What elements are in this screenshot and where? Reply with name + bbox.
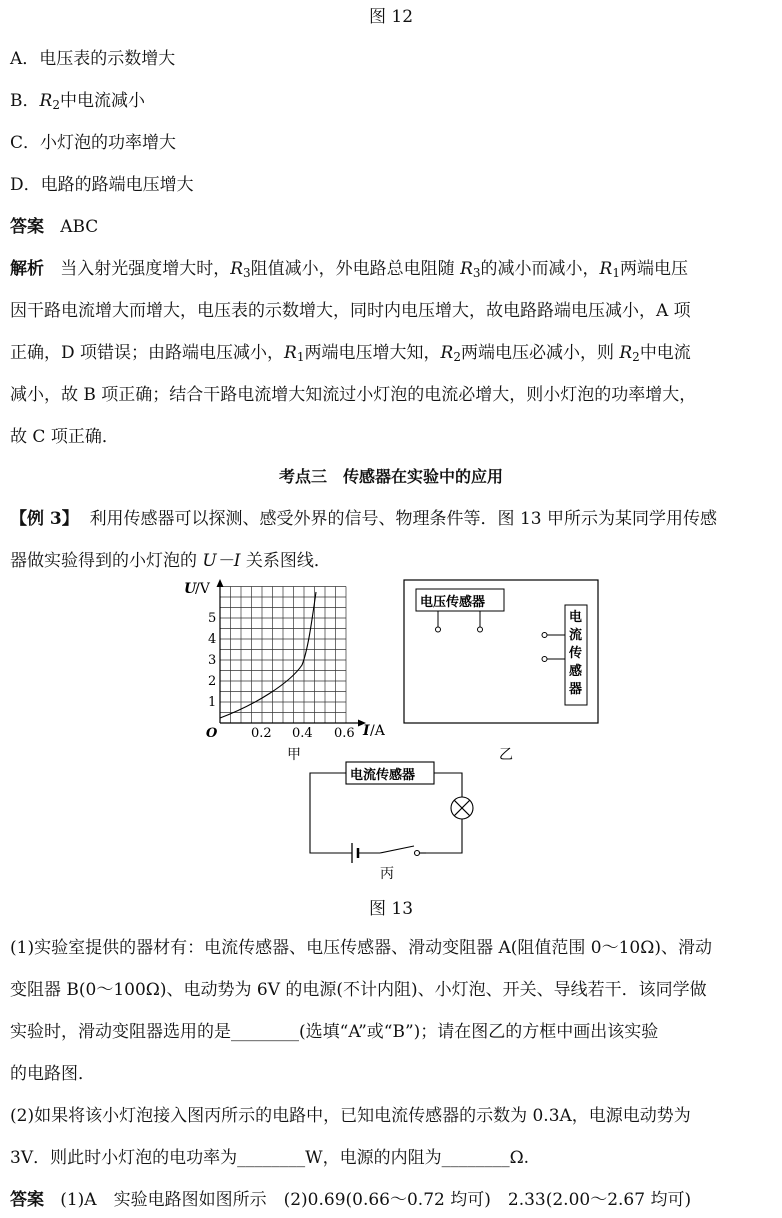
analysis-text: 正确，D 项错误；由路端电压减小， (10, 343, 285, 363)
analysis-text: 阻值减小，外电路总电阻随 (250, 259, 455, 279)
y-axis-arrow (217, 579, 224, 587)
ui-curve (220, 592, 316, 718)
y-axis-label-unit: /V (195, 581, 210, 597)
var-sub: 3 (472, 266, 481, 280)
current-terminal-bottom (542, 657, 547, 662)
analysis-line-5: 故 C 项正确． (10, 427, 119, 447)
var-r: R (440, 343, 454, 363)
switch-contact (415, 851, 420, 856)
cs-vertical-char-2: 流 (569, 628, 583, 643)
y-axis-label-var: U (184, 581, 197, 597)
analysis-text: 当入射光强度增大时， (60, 259, 231, 279)
switch-blade (380, 846, 414, 853)
cs-vertical-char-4: 感 (569, 664, 583, 679)
q1-line-3: 实验时，滑动变阻器选用的是________(选填“A”或“B”)；请在图乙的方框中画出该实验 (10, 1022, 659, 1042)
var-r: R (230, 259, 244, 279)
current-terminal-top (542, 633, 547, 638)
x-tick-0-2: 0.2 (251, 726, 272, 741)
option-b-var: R (39, 91, 53, 111)
example-text: 器做实验得到的小灯泡的 (10, 551, 203, 571)
figure-13-caption: 图 13 (368, 899, 414, 919)
figure-12-caption: 图 12 (368, 7, 414, 27)
y-tick-4: 4 (208, 632, 217, 647)
analysis-line-3 (10, 342, 691, 368)
cs-vertical-char-3: 传 (569, 646, 583, 661)
section-title: 考点三 传感器在实验中的应用 (278, 467, 503, 486)
var-r: R (460, 259, 473, 279)
analysis-line-2: 因干路电流增大而增大，电压表的示数增大，同时内电压增大，故电路路端电压减小，A 项 (10, 301, 691, 321)
option-b-sub: 2 (52, 98, 60, 112)
q1-line-1: (1)实验室提供的器材有：电流传感器、电压传感器、滑动变阻器 A(阻值范围 0～10Ω)、滑动 (10, 938, 712, 958)
x-axis-label-var: I (363, 723, 370, 739)
cs-vertical-char-5: 器 (569, 682, 583, 697)
option-b-prefix: B． (10, 91, 40, 111)
example-line-2 (10, 550, 331, 572)
q1-line-4: 的电路图． (10, 1064, 95, 1084)
bing-wire-right (434, 773, 462, 797)
var-sub: 2 (453, 350, 461, 364)
x-tick-0-4: 0.4 (292, 726, 313, 741)
bing-wire-bottom (426, 819, 462, 853)
example-text: 关系图线． (240, 551, 331, 571)
answer-2-value: (1)A 实验电路图如图所示 (2)0.69(0.66～0.72 均可) 2.33(2.00～2.67 均可) (60, 1190, 692, 1210)
current-sensor-label: 电流传感器 (350, 768, 416, 783)
answer-1 (10, 216, 98, 238)
ui-graph (184, 579, 386, 763)
y-tick-5: 5 (208, 611, 217, 626)
option-b (10, 90, 145, 116)
analysis-text: 两端电压增大知， (304, 343, 441, 363)
example-line-1 (10, 508, 717, 530)
answer-2 (10, 1189, 691, 1211)
var-r: R (284, 343, 297, 363)
origin-label: O (206, 726, 218, 741)
var-sub: 1 (296, 350, 305, 364)
voltage-sensor-label: 电压传感器 (420, 595, 486, 610)
analysis-text: 两端电压必减小，则 (460, 343, 614, 363)
analysis-line-1 (10, 258, 688, 284)
y-tick-1: 1 (208, 695, 217, 710)
figure-13 (0, 575, 782, 885)
y-tick-2: 2 (208, 674, 217, 689)
y-tick-3: 3 (208, 653, 217, 668)
q2-line-1: (2)如果将该小灯泡接入图丙所示的电路中，已知电流传感器的示数为 0.3A，电源电动势为 (10, 1106, 691, 1126)
option-c: C．小灯泡的功率增大 (10, 133, 177, 153)
var-sub: 3 (243, 266, 251, 280)
voltage-terminal-right (478, 627, 483, 632)
x-tick-0-6: 0.6 (334, 726, 355, 741)
option-b-text: 中电流减小 (59, 91, 145, 111)
answer-1-value: ABC (60, 217, 99, 237)
example-label: 【例 3】 (10, 509, 79, 529)
var-sub: 1 (612, 266, 620, 280)
label-yi: 乙 (499, 747, 513, 763)
q2-line-2: 3V．则此时小灯泡的电功率为________W，电源的内阻为________Ω. (10, 1148, 530, 1168)
label-bing: 丙 (380, 866, 394, 882)
example-text: 利用传感器可以探测、感受外界的信号、物理条件等．图 13 甲所示为某同学用传感 (89, 509, 718, 529)
example-var: U－I (202, 551, 241, 571)
bing-wire-left (310, 773, 352, 853)
label-jia: 甲 (287, 747, 301, 763)
analysis-line-4: 减小，故 B 项正确；结合干路电流增大知流过小灯泡的电流必增大，则小灯泡的功率增大， (10, 385, 697, 405)
analysis-label: 解析 (10, 259, 44, 279)
x-axis-label-unit: /A (370, 723, 385, 739)
analysis-text: 两端电压 (619, 259, 688, 279)
cs-vertical-char-1: 电 (569, 610, 583, 625)
option-a: A．电压表的示数增大 (10, 49, 176, 69)
voltage-terminal-left (436, 627, 441, 632)
option-d: D．电路的路端电压增大 (10, 175, 194, 195)
var-r: R (599, 259, 613, 279)
answer-1-label: 答案 (10, 217, 44, 237)
q1-line-2: 变阻器 B(0～100Ω)、电动势为 6V 的电源(不计内阻)、小灯泡、开关、导线若干．该同学做 (10, 980, 707, 1000)
graph-grid (220, 587, 346, 724)
analysis-text: 中电流 (639, 343, 691, 363)
analysis-text: 的减小而减小， (480, 259, 600, 279)
answer-2-label: 答案 (10, 1190, 44, 1210)
var-r: R (619, 343, 633, 363)
diagram-yi (404, 580, 598, 763)
var-sub: 2 (632, 350, 640, 364)
